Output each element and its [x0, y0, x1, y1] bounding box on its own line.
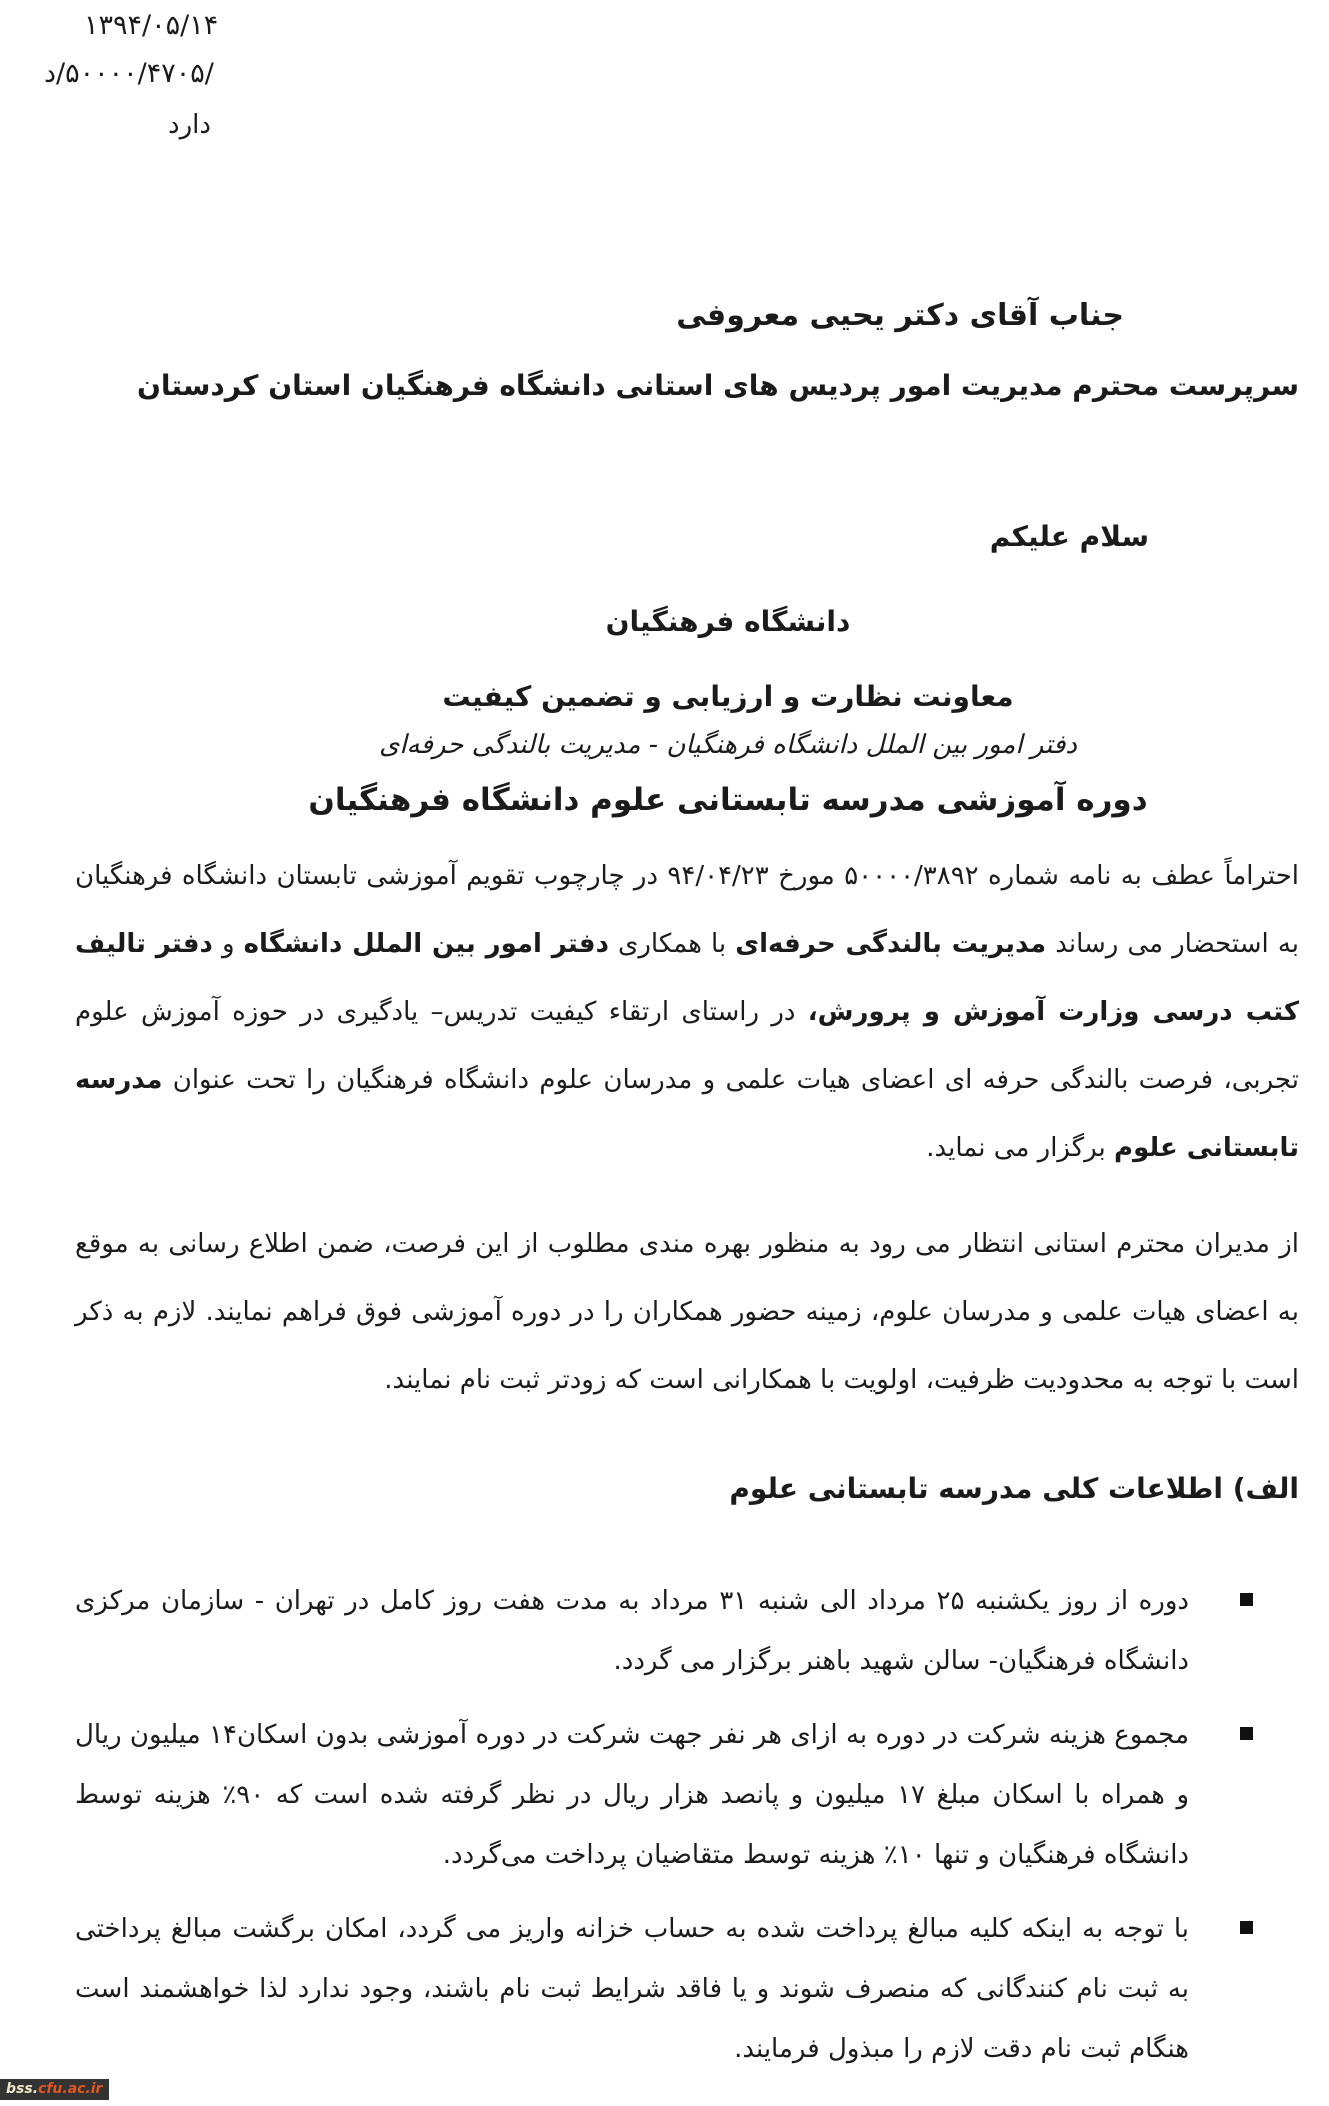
text-run: هزینه توسط دانشگاه فرهنگیان و تنها [75, 1780, 1189, 1870]
square-bullet-icon [1240, 1727, 1253, 1740]
watermark-domain: cfu.ac.ir [38, 2081, 103, 2097]
bullet-list [75, 1571, 1299, 2079]
text-run: با توجه به اینکه کلیه مبالغ پرداخت شده به حساب خزانه واریز می گردد، امکان برگشت مبالغ پرداختی به ثبت نام کنندگانی که منصرف شوند و یا فاقد شرایط ثبت نام باشند، وجود ندارد لذا خواهشمند است هنگام ثبت نام دقت لازم را مبذول فرمایند. [75, 1914, 1189, 2064]
text-run: دفتر تالیف کتب درسی وزارت آموزش و پرورش، [75, 929, 1299, 1027]
letter-content [0, 298, 1329, 2079]
text-run: مدرسه تابستانی علوم [75, 1065, 1299, 1163]
text-run: ٪۱۰ [883, 1840, 926, 1870]
bullet-item-1 [75, 1571, 1189, 1691]
text-run: ٪۹۰ [222, 1780, 265, 1810]
text-run: و [212, 929, 244, 959]
watermark-prefix: bss. [6, 2081, 39, 2097]
letter-date: ۱۳۹۴/۰۵/۱۴ [84, 10, 219, 41]
bullet-item-2 [75, 1705, 1189, 1885]
paragraph-2: از مدیران محترم استانی انتظار می رود به منظور بهره مندی مطلوب از این فرصت، ضمن اطلاع رسانی به موقع به اعضای هیات علمی و مدرسان علوم، زمینه حضور همکاران را در دوره آموزشی فوق فراهم نمایند. لازم به ذکر است با توجه به محدودیت ظرفیت، اولویت با همکارانی است که زودتر ثبت نام نمایند. [75, 1229, 1299, 1395]
text-run: برگزار می نماید. [926, 1133, 1115, 1163]
text-run: با همکاری [608, 929, 736, 959]
bullet-text [75, 1586, 1189, 1676]
text-run: در راستای ارتقاء کیفیت تدریس– یادگیری در حوزه آموزش علوم تجربی، فرصت بالندگی حرفه ای اعضای هیات علمی و مدرسان علوم دانشگاه فرهنگیان را تحت عنوان [75, 997, 1299, 1095]
text-run: مدیریت بالندگی حرفه‌ای [735, 929, 1047, 959]
text-run: دوره از روز یکشنبه ۲۵ مرداد الی شنبه ۳۱ مرداد به مدت هفت روز کامل در تهران - سازمان مرکزی دانشگاه فرهنگیان- سالن شهید باهنر برگزار می گردد. [75, 1586, 1189, 1676]
letter-number: /۵۰۰۰۰/۴۷۰۵/د [44, 58, 214, 89]
bullet-text [75, 1914, 1189, 2064]
office-name-calligraphy: دفتر امور بین الملل دانشگاه فرهنگیان - مدیریت بالندگی حرفه‌ای [378, 730, 1078, 760]
site-watermark [0, 2079, 109, 2100]
salutation: سلام علیکم [989, 520, 1149, 553]
recipient-title: سرپرست محترم مدیریت امور پردیس های استانی دانشگاه فرهنگیان استان کردستان [137, 369, 1299, 402]
paragraph-1 [75, 842, 1299, 1182]
bullet-text [75, 1720, 1189, 1870]
letterhead-block [116, 605, 1329, 818]
text-run: هزینه توسط متقاضیان پرداخت می‌گردد. [442, 1840, 884, 1870]
organization-name: دانشگاه فرهنگیان [605, 605, 851, 638]
deputy-name: معاونت نظارت و ارزیابی و تضمین کیفیت [442, 680, 1014, 713]
course-title: دوره آموزشی مدرسه تابستانی علوم دانشگاه فرهنگیان [308, 782, 1148, 818]
section-heading: الف) اطلاعات کلی مدرسه تابستانی علوم [729, 1472, 1299, 1505]
bullet-item-3 [75, 1899, 1189, 2079]
recipient-name: جناب آقای دکتر یحیی معروفی [676, 298, 1124, 333]
text-run: دفتر امور بین الملل دانشگاه [243, 929, 609, 959]
text-run: احتراماً عطف به نامه شماره ۵۰۰۰۰/۳۸۹۲ مورخ ۹۴/۰۴/۲۳ در چارچوب تقویم آموزشی تابستان دانشگاه فرهنگیان به استحضار می رساند [75, 861, 1300, 959]
attachment-note: دارد [168, 110, 211, 140]
square-bullet-icon [1240, 1593, 1253, 1606]
text-run: مجموع هزینه شرکت در دوره به ازای هر نفر جهت شرکت در دوره آموزشی بدون اسکان۱۴ میلیون ریال و همراه با اسکان مبلغ ۱۷ میلیون و پانصد هزار ریال در نظر گرفته شده است که [75, 1720, 1189, 1810]
square-bullet-icon [1240, 1921, 1253, 1934]
